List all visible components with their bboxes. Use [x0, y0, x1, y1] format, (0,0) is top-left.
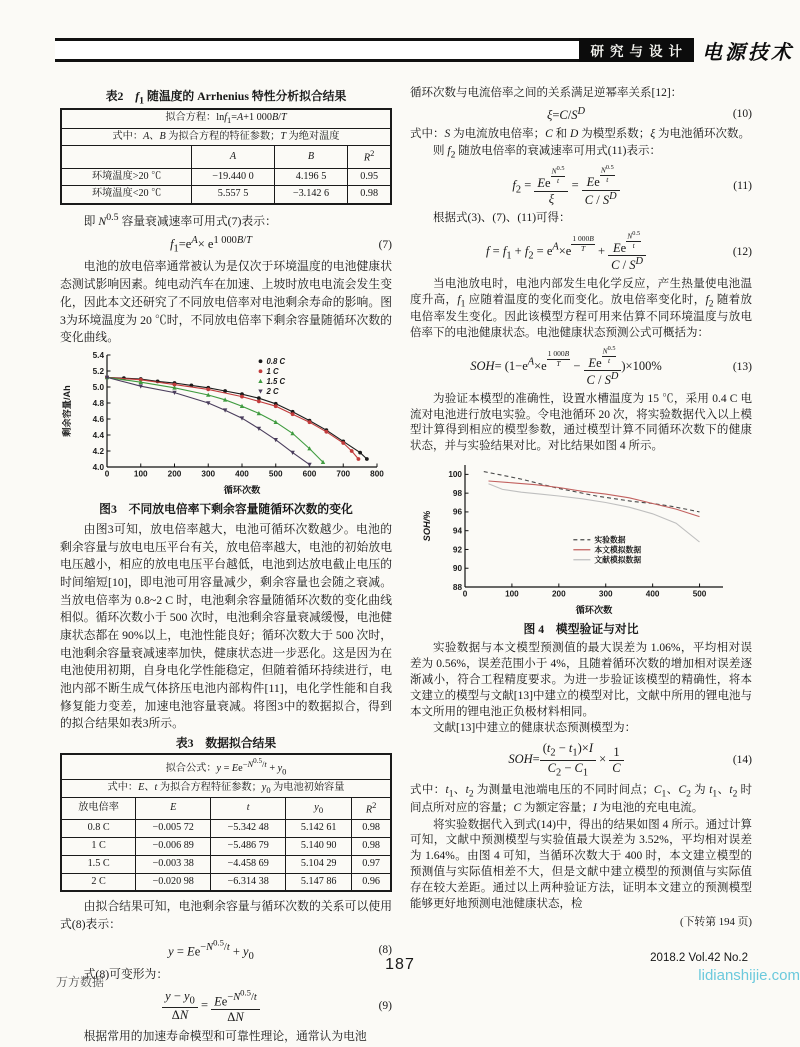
svg-text:0: 0 — [462, 589, 468, 599]
paragraph-transform: 式(8)可变形为： — [83, 966, 169, 981]
svg-text:实验数据: 实验数据 — [594, 535, 626, 545]
paragraph-discharge-rate: 电池的放电倍率通常被认为是仅次于环境温度的电池健康状态测试影响因素。纯电动汽车在加速、上坡时放电电流会发生变化，因此本文还研究了不同放电倍率对电池剩余寿命的影响。图3为环境温度为 20 ℃时，不同放电倍率下剩余容量随循环次数的变化曲线。 — [60, 259, 392, 345]
equation-10-number: (10) — [732, 108, 752, 121]
svg-text:500: 500 — [692, 589, 707, 599]
equation-13 — [410, 346, 752, 388]
equation-11-body: $f_2$ = Ee $\frac{N^{0.5}}{t}$ ξ = Ee $\frac{N^{0.5}}{t}$ C / $S^D$ — [410, 165, 722, 207]
paragraph-inverse-power: 循环次数与电流倍率之间的关系满足逆幂率关系[12]： — [410, 87, 683, 99]
svg-text:92: 92 — [452, 545, 462, 555]
paragraph-error-analysis: 实验数据与本文模型预测值的最大误差为 1.06%，平均相对误差为 0.56%，误差范围小于 4%，且随着循环次数的增加相对误差逐渐减小，符合工程精度要求。为进一步验证该模型的精确性，将本文建立的模型与文献[13]中建立的模型对比，文献中所用的锂电池与本文所用的锂电池正负极材料相同。 — [410, 642, 752, 718]
continued-note: (下转第 194 页) — [680, 915, 752, 928]
svg-text:100: 100 — [448, 470, 462, 480]
svg-text:600: 600 — [302, 469, 317, 479]
svg-text:5.0: 5.0 — [92, 382, 104, 392]
paragraph-fit-result: 由拟合结果可知，电池剩余容量与循环次数的关系可以使用式(8)表示： — [60, 899, 392, 932]
right-column — [410, 86, 752, 929]
equation-7-number: (7) — [378, 238, 392, 251]
svg-text:4.0: 4.0 — [92, 462, 104, 472]
svg-text:100: 100 — [505, 589, 519, 599]
table2-caption: 表2 $f_1$ 随温度的 Arrhenius 特性分析拟合结果 — [105, 89, 347, 107]
figure4-chart — [410, 457, 752, 620]
svg-text:1 C: 1 C — [266, 366, 279, 376]
svg-text:4.2: 4.2 — [92, 446, 104, 456]
svg-text:90: 90 — [452, 564, 462, 574]
svg-text:5.4: 5.4 — [92, 350, 104, 360]
svg-text:循环次数: 循环次数 — [223, 484, 261, 495]
svg-text:96: 96 — [452, 507, 462, 517]
equation-10 — [410, 106, 752, 123]
paragraph-eq10-terms: 式中：S 为电流放电倍率；C 和 D 为模型系数；ξ 为电池循环次数。 — [410, 128, 751, 141]
svg-text:94: 94 — [452, 526, 462, 536]
svg-text:0.8 C: 0.8 C — [266, 356, 286, 366]
paragraph-fig3-analysis: 由图3可知，放电倍率越大，电池可循环次数越少。电池的剩余容量与放电电压平台有关，放电倍率越大，电池的初始放电电压越小，相应的放电电压平台越低，电池到达放电截止电压的时间缩短[10]，即电池可用容量减少，剩余容量也会随之衰减。当放电倍率为 0.8~2 C 时，电池剩余容量随循环次数的变化曲线相似。循环次数小于 500 次时，电池剩余容量衰减缓慢，电池健康状态都在 90%以上，电池性能良好；循环次数大于 500 次时，电池剩余容量衰减速率加快，健康状态进一步恶化。这是因为在电池使用初期，自身电化学性能稳定，但随着循环持续进行，电池内部不断生成气体挤压电池内部构件[11]，电化学性能和自我修复能力变差，加速电池容量衰减。将图3中的数据拟合，得到的拟合结果如表3所示。 — [60, 521, 392, 731]
svg-text:88: 88 — [452, 582, 462, 592]
equation-12-number: (12) — [732, 245, 752, 258]
equation-7 — [60, 235, 392, 255]
watermark-text: lidianshijie.com — [698, 967, 800, 984]
figure3-chart — [60, 349, 392, 500]
paragraph-eq12-intro: 根据式(3)、(7)、(11)可得： — [433, 212, 571, 225]
svg-text:98: 98 — [452, 489, 462, 499]
paragraph-validation: 为验证本模型的准确性，设置水槽温度为 15 ℃，采用 0.4 C 电流对电池进行放电实验。令电池循环 20 次，将实验数据代入以上模型计算得到相应的模型参数，通过模型计算不同循环次数下的健康状态，并与实验结果对比。对比结果如图 4 所示。 — [410, 392, 752, 453]
issue-info: 2018.2 Vol.42 No.2 — [650, 952, 748, 964]
svg-text:1.5 C: 1.5 C — [266, 376, 286, 386]
paragraph-left-last: 根据常用的加速寿命模型和可靠性理论，通常认为电池 — [83, 1028, 367, 1043]
equation-12 — [410, 231, 752, 273]
svg-text:300: 300 — [598, 589, 613, 599]
equation-14-body: SOH= $\frac{(t_2 - t_1)\times I}{C_2 - C_1}$ × $\frac{1}{C}$ — [410, 741, 722, 779]
table2-arrhenius-fit: 拟合方程：lnf$_1$=A+1 000B/T 式中：A、B 为拟合方程的特征参数；T 为绝对温度 A B $R^2$ 环境温度>20 ℃ −19.440 0 4.196 5 0.95 环境温度<20 ℃ 5.557 5 −3.142 6 0.98 — [60, 108, 392, 205]
svg-text:100: 100 — [133, 469, 148, 479]
page-number: 187 — [385, 956, 415, 973]
equation-10-body: $\xi=C/S^D$ — [546, 105, 585, 123]
equation-12-body: $f = f_1 + f_2 = e^A\times e$ $\frac{1 000B}{T}$ + Ee $\frac{N^{0.5}}{t}$ C / $S^D$ — [410, 231, 722, 273]
equation-11-number: (11) — [733, 180, 752, 193]
table3-caption: 表3 数据拟合结果 — [175, 736, 277, 751]
svg-text:400: 400 — [235, 469, 249, 479]
svg-text:200: 200 — [167, 469, 182, 479]
svg-text:4.4: 4.4 — [92, 430, 104, 440]
svg-text:5.2: 5.2 — [92, 366, 104, 376]
svg-text:300: 300 — [201, 469, 216, 479]
equation-13-number: (13) — [732, 360, 752, 373]
equation-8-body: $y = Ee^{-N^{0.5}/t} + y_0$ — [168, 937, 254, 962]
svg-text:剩余容量/Ah: 剩余容量/Ah — [62, 385, 72, 437]
svg-text:800: 800 — [370, 469, 384, 479]
paragraph-model-explain: 当电池放电时，电池内部发生电化学反应，产生热量使电池温度升高，$f_1$ 应随着温度的变化而变化。放电倍率变化时，$f_2$ 随着放电倍率发生变化。因此该模型方程可用来估算不同环境温度与放电倍率下的电池健康状态。电池健康状态预测公式可概括为： — [410, 277, 753, 340]
equation-9 — [60, 988, 392, 1024]
svg-text:循环次数: 循环次数 — [575, 605, 613, 616]
svg-text:200: 200 — [551, 589, 566, 599]
equation-7-body: $f_1=e^A\times e^{1 000B/T}$ — [170, 234, 252, 255]
svg-text:400: 400 — [645, 589, 660, 599]
svg-text:本文模拟数据: 本文模拟数据 — [594, 545, 642, 555]
svg-text:2 C: 2 C — [266, 386, 279, 396]
paragraph-ref13-intro: 文献[13]中建立的健康状态预测模型为： — [433, 722, 637, 735]
equation-14-number: (14) — [732, 754, 752, 767]
svg-text:4.6: 4.6 — [92, 414, 104, 424]
paragraph-eq14-terms: 式中：$t_1$、$t_2$ 为测量电池端电压的不同时间点；$C_1$、$C_2$ 为 $t_1$、$t_2$ 时间点所对应的容量；C 为额定容量；I 为电池的充电电流。 — [410, 784, 753, 814]
paragraph-eq7-intro: 即 $N^{0.5}$ 容量衰减速率可用式(7)表示： — [83, 212, 277, 229]
svg-text:4.8: 4.8 — [92, 398, 104, 408]
equation-11 — [410, 165, 752, 207]
equation-8-number: (8) — [378, 943, 392, 956]
svg-text:SOH/%: SOH/% — [422, 510, 432, 542]
paragraph-eq11-intro: 则 $f_2$ 随放电倍率的衰减速率可用式(11)表示： — [433, 144, 661, 161]
svg-text:500: 500 — [268, 469, 283, 479]
svg-text:700: 700 — [336, 469, 351, 479]
figure3-caption: 图3 不同放电倍率下剩余容量随循环次数的变化 — [99, 501, 353, 516]
svg-text:文献模拟数据: 文献模拟数据 — [594, 555, 642, 565]
equation-9-body: $\frac{y - y_0}{\Delta N}$ = $\frac{Ee^{-N^{0.5}/t}}{\Delta N}$ — [60, 988, 362, 1024]
left-column — [60, 86, 392, 1047]
equation-13-body: $SOH= (1-e^A\times e$ $\frac{1 000B}{T}$ − Ee $\frac{N^{0.5}}{t}$ C / $S^D$ )×100% — [470, 344, 662, 388]
equation-9-number: (9) — [378, 999, 392, 1012]
equation-14 — [410, 741, 752, 779]
header-rule-band — [55, 38, 579, 62]
paragraph-comparison: 将实验数据代入到式(14)中，得出的结果如图 4 所示。通过计算可知，文献中预测模型与实验值最大误差为 3.52%，平均相对误差为 1.64%。由图 4 可知，当循环次数大于 400 时，本文建立模型的预测值与实际值相差不大，但是文献中建立模型的预测值与实际值存在较大差距。通过以上两种验证方法，证明本文建立的预测模型能够更好地预测电池健康状态，检 — [410, 818, 752, 910]
section-label: 研究与设计 — [579, 38, 695, 62]
wanfang-mark: 万方数据 — [56, 975, 105, 989]
table3-data-fit: 拟合公式：$y = Ee^{-N^{0.5}/t} + y_0$ 式中：E、t 为拟合方程特征参数；$y_0$ 为电池初始容量 放电倍率 E t $y_0$ $R^2$ 0.8 C −0.005 72 −5.342 48 5.142 61 0.98 1 C −0.006 89 −5.486 79 5.140 90 0.98 1.5 C −0.003 38 −4.458 69 5.104 29 0.97 2 C −0.020 98 −6.314 38 5.147 86 0.96 — [60, 753, 392, 892]
figure4-caption: 图 4 模型验证与对比 — [523, 622, 639, 637]
journal-name: 电源技术 — [702, 41, 794, 64]
svg-text:0: 0 — [104, 469, 110, 479]
journal-header — [55, 38, 794, 62]
